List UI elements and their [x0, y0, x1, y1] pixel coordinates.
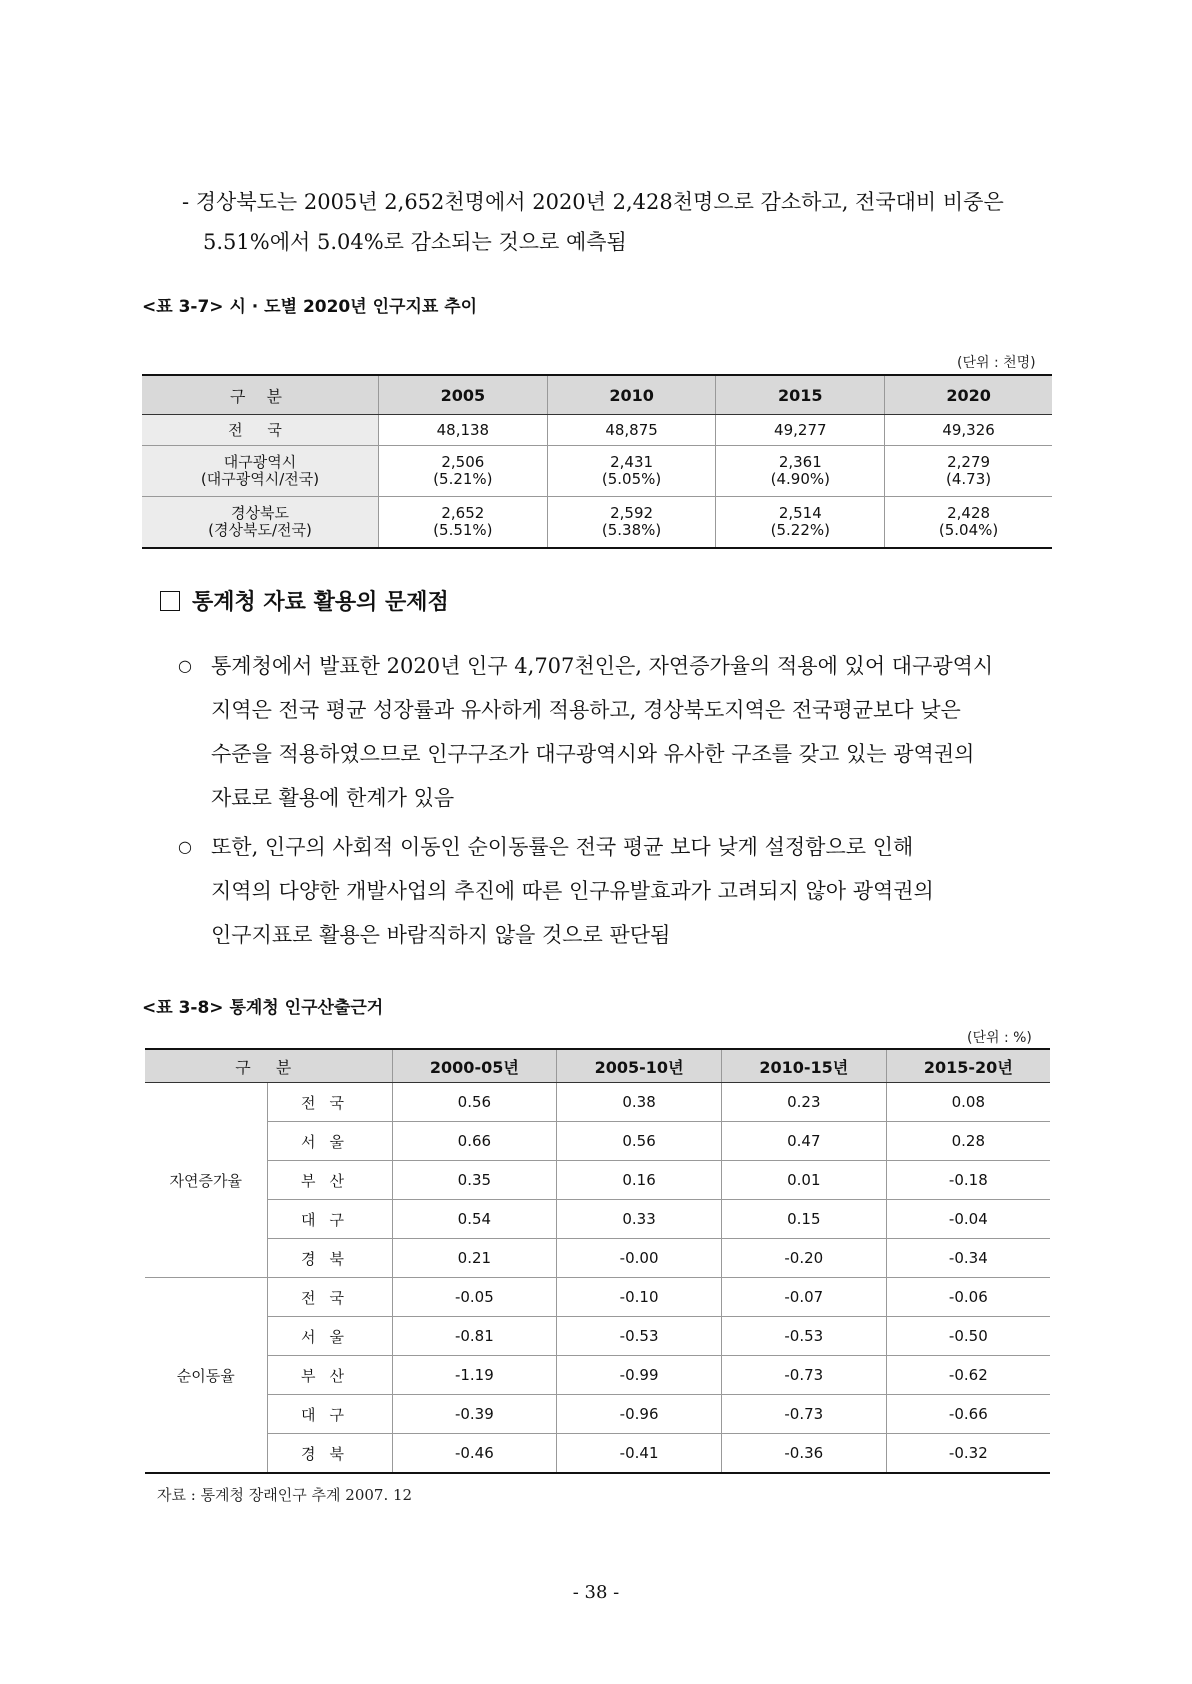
header-period: 2005-10년: [557, 1049, 722, 1083]
population-basis-table: [145, 1048, 1050, 1474]
cell: [885, 497, 1052, 549]
cell: -0.99: [557, 1356, 722, 1395]
cell-share: (4.73): [946, 470, 992, 488]
cell: -0.34: [886, 1239, 1050, 1278]
section-title: 통계청 자료 활용의 문제점: [192, 590, 449, 615]
region-label: 서울: [267, 1317, 392, 1356]
table-3-8-unit: (단위 : %): [967, 1030, 1032, 1046]
cell-value: 2,431: [610, 453, 654, 471]
page-number: - 38 -: [572, 1582, 620, 1603]
cell: -0.62: [886, 1356, 1050, 1395]
cell: 49,326: [885, 415, 1052, 446]
header-category: 구 분: [142, 375, 379, 415]
cell: [379, 446, 548, 497]
table-3-7-unit: (단위 : 천명): [957, 355, 1036, 371]
cell-share: (5.38%): [601, 521, 662, 539]
header-category: 구 분: [145, 1049, 392, 1083]
region-label: 전국: [267, 1278, 392, 1317]
header-period: 2000-05년: [392, 1049, 557, 1083]
cell: [716, 446, 885, 497]
cell: -0.04: [886, 1200, 1050, 1239]
bullet-line: 통계청에서 발표한 2020년 인구 4,707천인은, 자연증가율의 적용에 있어 대구광역시: [211, 654, 994, 678]
cell: -0.39: [392, 1395, 557, 1434]
region-label: 서울: [267, 1122, 392, 1161]
table-3-8-caption: <표 3-8> 통계청 인구산출근거: [142, 998, 384, 1018]
cell: -0.73: [721, 1395, 886, 1434]
table-row: [145, 1239, 1050, 1278]
row-label-main: 대구광역시: [223, 453, 297, 471]
group-label: 순이동율: [145, 1278, 267, 1474]
circle-bullet-icon: ○: [178, 837, 192, 856]
intro-line-2: 5.51%에서 5.04%로 감소되는 것으로 예측됨: [203, 230, 627, 254]
row-label-sub: (경상북도/전국): [208, 521, 312, 539]
table-header-row: [145, 1049, 1050, 1083]
cell: -0.96: [557, 1395, 722, 1434]
cell-value: 2,506: [441, 453, 485, 471]
cell-value: 2,361: [778, 453, 822, 471]
cell-value: 2,652: [441, 504, 485, 522]
cell-value: 2,279: [947, 453, 991, 471]
cell: -0.66: [886, 1395, 1050, 1434]
table-row: [145, 1083, 1050, 1122]
cell: -0.05: [392, 1278, 557, 1317]
population-indicator-table: [142, 374, 1052, 549]
table-row: [142, 446, 1052, 497]
region-label: 부산: [267, 1356, 392, 1395]
table-row: [145, 1278, 1050, 1317]
cell-share: (4.90%): [770, 470, 830, 488]
cell: 49,277: [716, 415, 885, 446]
region-label: 부산: [267, 1161, 392, 1200]
header-year: 2020: [885, 375, 1052, 415]
row-label-sub: (대구광역시/전국): [200, 470, 320, 488]
bullet-line: 자료로 활용에 한계가 있음: [211, 786, 455, 810]
table-row: [145, 1122, 1050, 1161]
cell: [547, 446, 716, 497]
cell: 0.28: [886, 1122, 1050, 1161]
cell: 0.66: [392, 1122, 557, 1161]
cell: -0.46: [392, 1434, 557, 1474]
cell: -0.06: [886, 1278, 1050, 1317]
cell: -0.81: [392, 1317, 557, 1356]
cell: 0.35: [392, 1161, 557, 1200]
cell: -0.18: [886, 1161, 1050, 1200]
header-period: 2015-20년: [886, 1049, 1050, 1083]
cell: 0.08: [886, 1083, 1050, 1122]
table-row: [145, 1161, 1050, 1200]
cell-share: (5.22%): [770, 521, 830, 539]
bullet-line: 또한, 인구의 사회적 이동인 순이동률은 전국 평균 보다 낮게 설정함으로 인해: [211, 835, 914, 859]
cell: 0.01: [721, 1161, 886, 1200]
row-label: 전 국: [142, 415, 379, 446]
cell-value: 2,514: [778, 504, 822, 522]
header-period: 2010-15년: [721, 1049, 886, 1083]
bullet-line: 수준을 적용하였으므로 인구구조가 대구광역시와 유사한 구조를 갖고 있는 광역권의: [211, 742, 975, 766]
cell-share: (5.21%): [433, 470, 493, 488]
region-label: 대구: [267, 1200, 392, 1239]
cell: 48,875: [547, 415, 716, 446]
table-row: [145, 1395, 1050, 1434]
cell: -0.73: [721, 1356, 886, 1395]
cell: -0.53: [557, 1317, 722, 1356]
cell: 0.16: [557, 1161, 722, 1200]
cell: 0.54: [392, 1200, 557, 1239]
cell-value: 2,428: [947, 504, 991, 522]
table-row: [145, 1356, 1050, 1395]
cell: [716, 497, 885, 549]
row-label: [142, 497, 379, 549]
group-label: 자연증가율: [145, 1083, 267, 1278]
header-year: 2005: [379, 375, 548, 415]
cell-share: (5.51%): [433, 521, 493, 539]
region-label: 전국: [267, 1083, 392, 1122]
region-label: 경북: [267, 1239, 392, 1278]
cell: -0.32: [886, 1434, 1050, 1474]
table-row: [145, 1200, 1050, 1239]
cell: -0.10: [557, 1278, 722, 1317]
cell: [885, 446, 1052, 497]
header-year: 2015: [716, 375, 885, 415]
checkbox-square-icon: [160, 591, 180, 611]
cell: -0.50: [886, 1317, 1050, 1356]
cell: 0.23: [721, 1083, 886, 1122]
bullet-line: 지역의 다양한 개발사업의 추진에 따른 인구유발효과가 고려되지 않아 광역권의: [211, 879, 934, 903]
row-label-main: 경상북도: [231, 504, 289, 522]
table-source-note: 자료 : 통계청 장래인구 추계 2007. 12: [157, 1486, 413, 1504]
table-row: [145, 1317, 1050, 1356]
cell: -0.53: [721, 1317, 886, 1356]
table-3-7-caption: <표 3-7> 시 · 도별 2020년 인구지표 추이: [142, 297, 478, 317]
table-row: [145, 1434, 1050, 1474]
cell: 48,138: [379, 415, 548, 446]
cell: -0.07: [721, 1278, 886, 1317]
row-label: [142, 446, 379, 497]
bullet-item: [178, 825, 1058, 957]
cell: -0.36: [721, 1434, 886, 1474]
cell: 0.21: [392, 1239, 557, 1278]
bullet-line: 인구지표로 활용은 바람직하지 않을 것으로 판단됨: [211, 923, 671, 947]
region-label: 대구: [267, 1395, 392, 1434]
table-row: [142, 415, 1052, 446]
section-heading: [160, 585, 449, 616]
cell: -1.19: [392, 1356, 557, 1395]
cell-value: 2,592: [610, 504, 654, 522]
cell: 0.15: [721, 1200, 886, 1239]
bullet-line: 지역은 전국 평균 성장률과 유사하게 적용하고, 경상북도지역은 전국평균보다 낮은: [211, 698, 961, 722]
cell: -0.00: [557, 1239, 722, 1278]
cell: 0.56: [557, 1122, 722, 1161]
region-label: 경북: [267, 1434, 392, 1474]
cell: [379, 497, 548, 549]
circle-bullet-icon: ○: [178, 656, 192, 675]
intro-line-1: - 경상북도는 2005년 2,652천명에서 2020년 2,428천명으로 감소하고, 전국대비 비중은: [182, 190, 1004, 214]
bullet-item: [178, 644, 1058, 820]
cell: 0.38: [557, 1083, 722, 1122]
cell-share: (5.04%): [938, 521, 999, 539]
table-row: [142, 497, 1052, 549]
header-year: 2010: [547, 375, 716, 415]
cell: 0.56: [392, 1083, 557, 1122]
cell: [547, 497, 716, 549]
cell: 0.33: [557, 1200, 722, 1239]
cell-share: (5.05%): [601, 470, 662, 488]
cell: -0.41: [557, 1434, 722, 1474]
table-header-row: [142, 375, 1052, 415]
cell: 0.47: [721, 1122, 886, 1161]
cell: -0.20: [721, 1239, 886, 1278]
